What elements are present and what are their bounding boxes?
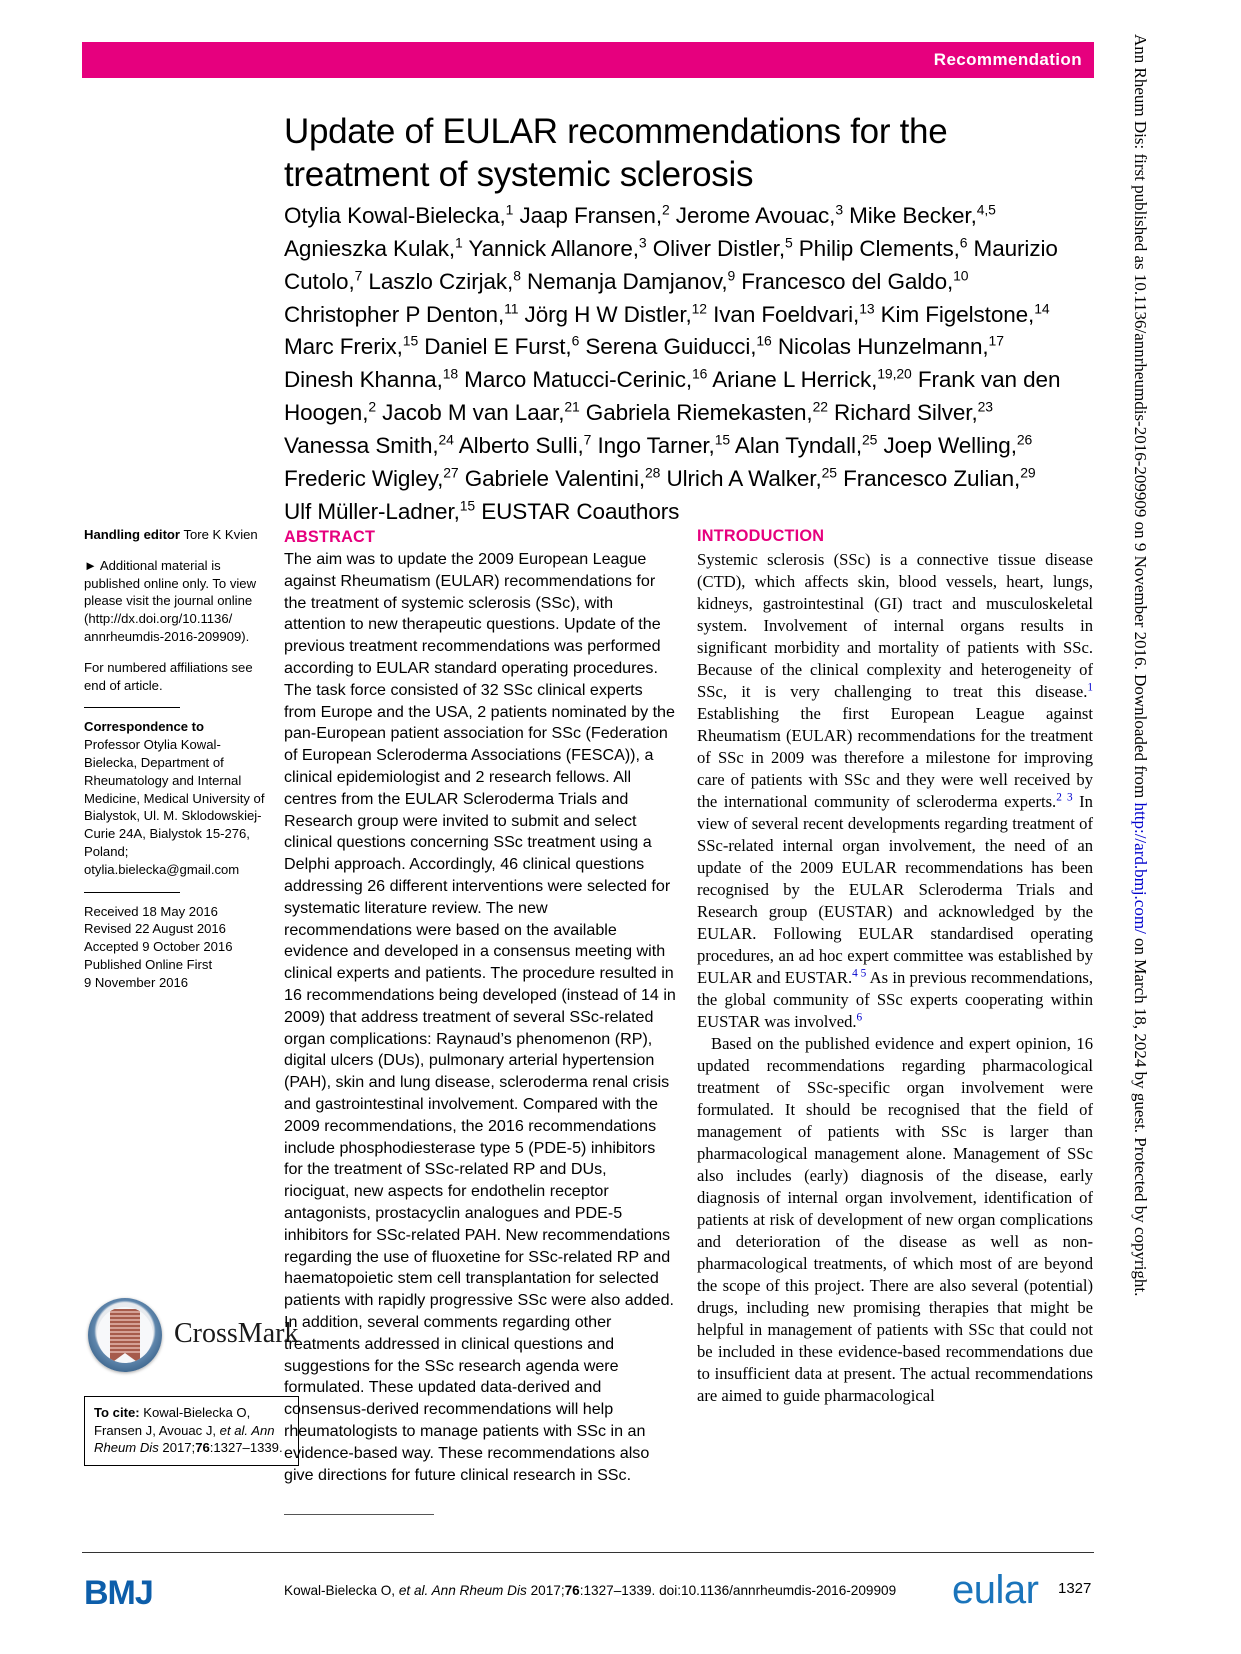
author-list: Otylia Kowal-Bielecka,$^1$ Jaap Fransen,$^2$ Jerome Avouac,$^3$ Mike Becker,$^{4,5}$ Agnieszka Kulak,$^1$ Yannick Allanore,$^3$ Oliver Distler,$^5$ Philip Clements,$^6$ Maurizio Cutolo,$^7$ Laszlo Czirjak,$^8$ Nemanja Damjanov,$^9$ Francesco del Galdo,$^{10}$ Christopher P Denton,$^{11}$ Jörg H W Distler,$^{12}$ Ivan Foeldvari,$^{13}$ Kim Figelstone,$^{14}$ Marc Frerix,$^{15}$ Daniel E Furst,$^6$ Serena Guiducci,$^{16}$ Nicolas Hunzelmann,$^{17}$ Dinesh Khanna,$^{18}$ Marco Matucci-Cerinic,$^{16}$ Ariane L Herrick,$^{19,20}$ Frank van den Hoogen,$^2$ Jacob M van Laar,$^{21}$ Gabriela Riemekasten,$^{22}$ Richard Silver,$^{23}$ Vanessa Smith,$^{24}$ Alberto Sulli,$^7$ Ingo Tarner,$^{15}$ Alan Tyndall,$^{25}$ Joep Welling,$^{26}$ Frederic Wigley,$^{27}$ Gabriele Valentini,$^{28}$ Ulrich A Walker,$^{25}$ Francesco Zulian,$^{29}$ Ulf Müller-Ladner,$^{15}$ EUSTAR Coauthors <box>284 201 1061 524</box>
section-banner <box>82 42 1094 78</box>
page-number: 1327 <box>1058 1580 1092 1597</box>
crossmark-bookmark-shape <box>110 1309 140 1353</box>
footer-citation-authors: Kowal-Bielecka O, <box>284 1583 399 1598</box>
footer-citation-year: 2017; <box>526 1583 565 1598</box>
footer-citation <box>284 1583 984 1598</box>
to-cite-journal: et al. Ann Rheum Dis <box>94 1422 275 1456</box>
introduction-heading: INTRODUCTION <box>697 527 825 545</box>
to-cite-pages: :1327–1339. <box>209 1440 283 1456</box>
abstract-body: The aim was to update the 2009 European League against Rheumatism (EULAR) recommendations for the treatment of systemic sclerosis (SSc), with attention to new therapeutic questions. Update of the previous treatment recommendations was performed according to EULAR standard operating procedures. The task force consisted of 32 SSc clinical experts from Europe and the USA, 2 patients nominated by the pan-European patient association for SSc (Federation of European Scleroderma Associations (FESCA)), a clinical epidemiologist and 2 research fellows. All centres from the EULAR Scleroderma Trials and Research group were invited to submit and select clinical questions concerning SSc treatment using a Delphi approach. Accordingly, 46 clinical questions addressing 26 different interventions were selected for systematic literature review. The new recommendations were based on the available evidence and developed in a consensus meeting with clinical experts and patients. The procedure resulted in 16 recommendations being developed (instead of 14 in 2009) that address treatment of several SSc-related organ complications: Raynaud’s phenomenon (RP), digital ulcers (DUs), pulmonary arterial hypertension (PAH), skin and lung disease, scleroderma renal crisis and gastrointestinal involvement. Compared with the 2009 recommendations, the 2016 recommendations include phosphodiesterase type 5 (PDE-5) inhibitors for the treatment of SSc-related RP and DUs, riociguat, new aspects for endothelin receptor antagonists, prostacyclin analogues and PDE-5 inhibitors for SSc-related PAH. New recommendations regarding the use of fluoxetine for SSc-related RP and haematopoietic stem cell transplantation for selected patients with rapidly progressive SSc were also added. In addition, several comments regarding other treatments addressed in clinical questions and suggestions for the SSc research agenda were formulated. These updated data-derived and consensus-derived recommendations will help rheumatologists to manage patients with SSc in an evidence-based way. These recommendations also give directions for future clinical research in SSc. <box>284 550 676 1484</box>
footer-citation-doi: :1327–1339. doi:10.1136/annrheumdis-2016-209909 <box>579 1583 897 1598</box>
watermark-link[interactable]: http://ard.bmj.com/ <box>1131 802 1150 934</box>
side-watermark-strip <box>1128 34 1158 1614</box>
crossmark-badge[interactable] <box>88 1292 299 1378</box>
date-online-first-value: 9 November 2016 <box>84 974 189 990</box>
crossmark-icon-inner <box>97 1307 153 1363</box>
footer-citation-volume: 76 <box>564 1583 580 1598</box>
date-accepted: Accepted 9 October 2016 <box>84 939 233 955</box>
handling-editor <box>84 526 272 544</box>
handling-editor-name: Tore K Kvien <box>183 527 258 542</box>
footer-citation-journal: et al. Ann Rheum Dis <box>398 1583 527 1598</box>
correspondence-label: Correspondence to <box>84 719 205 735</box>
to-cite-volume: 76 <box>195 1440 210 1456</box>
affiliations-note: For numbered affiliations see end of article. <box>84 659 253 693</box>
side-watermark-text <box>1130 34 1150 1594</box>
publication-dates <box>84 903 272 992</box>
date-online-first-label: Published Online First <box>84 956 213 972</box>
watermark-suffix: on March 18, 2024 by guest. Protected by copyright. <box>1131 933 1150 1297</box>
to-cite-authors: Kowal-Bielecka O, Fransen J, Avouac J, <box>94 1405 251 1438</box>
correspondence-address: Professor Otylia Kowal-Bielecka, Department of Rheumatology and Internal Medicine, Medical University of Bialystok, Ul. M. Sklodowskiej-Curie 24A, Bialystok 15-276, Poland; otylia.bielecka@gmail.com <box>84 737 265 877</box>
banner-label: Recommendation <box>933 50 1082 69</box>
meta-divider-2 <box>84 892 180 893</box>
page-title: Update of EULAR recommendations for the treatment of systemic sclerosis <box>284 112 948 195</box>
bmj-logo: BMJ <box>84 1574 153 1612</box>
abstract-footnote-rule <box>284 1514 434 1515</box>
introduction-section <box>697 526 1093 1407</box>
introduction-paragraph-2: Based on the published evidence and expert opinion, 16 updated recommendations regarding pharmacological treatment of SSc-specific organ involvement were formulated. It should be recognised that the field of management of patients with SSc is larger than pharmacological management alone. Management of SSc also includes (early) diagnosis of the disease, early diagnosis of internal organ involvement, identification of patients at risk of development of new organ complications and deterioration of the disease as well as non-pharmacological treatments, of which most of are beyond the scope of this project. There are also several (potential) drugs, including new promising therapies that might be helpful in management of patients with SSc that could not be included in these evidence-based recommendations due to insufficient data at present. The actual recommendations are aimed to guide pharmacological <box>697 1033 1093 1406</box>
date-received: Received 18 May 2016 <box>84 903 218 919</box>
article-metadata-column <box>84 526 272 1005</box>
footer-divider <box>82 1552 1094 1553</box>
date-revised: Revised 22 August 2016 <box>84 921 226 937</box>
abstract-section <box>284 526 676 1486</box>
eular-logo: eular <box>952 1568 1039 1612</box>
crossmark-icon <box>88 1298 162 1372</box>
to-cite-label: To cite: <box>94 1405 140 1420</box>
meta-divider-1 <box>84 707 180 708</box>
abstract-heading: ABSTRACT <box>284 528 376 546</box>
handling-editor-label: Handling editor <box>84 527 181 542</box>
introduction-paragraph-1: Systemic sclerosis (SSc) is a connective tissue disease (CTD), which affects skin, blood vessels, heart, lungs, kidneys, gastrointestinal (GI) tract and musculoskeletal system. Involvement of internal organs results in significant morbidity and mortality of patients with SSc. Because of the clinical complexity and heterogeneity of SSc, it is very challenging to treat this disease.$^1$ Establishing the first European League against Rheumatism (EULAR) recommendations for the treatment of SSc in 2009 was therefore a milestone for improving care of patients with SSc and they were well received by the international community of scleroderma experts.$^{2 3}$ In view of several recent developments regarding treatment of SSc-related internal organ involvement, the need of an update of the 2009 EULAR recommendations has been recognised by the EULAR Scleroderma Trials and Research group (EUSTAR) and acknowledged by the EULAR. Following EULAR standardised operating procedures, an ad hoc expert committee was established by EULAR and EUSTAR.$^{4 5}$ As in previous recommendations, the global community of SSc experts cooperating within EUSTAR was involved.$^6$ <box>697 549 1093 1031</box>
watermark-prefix: Ann Rheum Dis: first published as 10.1136/annrheumdis-2016-209909 on 9 November 2016. Downloaded from <box>1131 34 1150 803</box>
to-cite-box <box>84 1396 299 1466</box>
crossmark-label: CrossMark <box>174 1318 299 1349</box>
to-cite-year: 2017; <box>162 1440 196 1456</box>
additional-material-note: ► Additional material is published online only. To view please visit the journal online (http://dx.doi.org/10.1136/ annrheumdis-2016-209909). <box>84 557 257 644</box>
correspondence-block <box>84 718 272 878</box>
